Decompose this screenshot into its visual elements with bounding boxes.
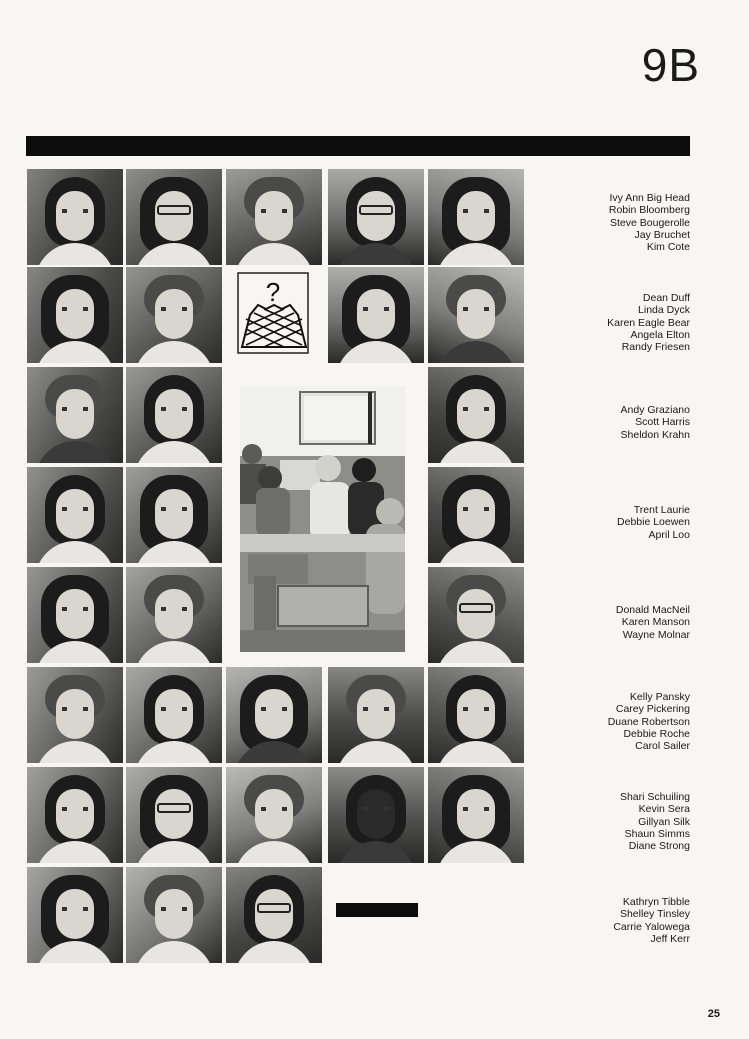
student-name: Debbie Loewen — [617, 516, 690, 529]
student-name: Robin Bloomberg — [608, 204, 690, 217]
student-name: Ivy Ann Big Head — [609, 192, 690, 204]
student-portrait — [428, 467, 524, 563]
missing-photo-placeholder — [226, 267, 322, 363]
portrait-face — [155, 389, 193, 439]
page-number: 25 — [707, 1008, 720, 1020]
portrait-shoulders — [134, 941, 214, 963]
student-name: Shari Schuiling — [619, 791, 690, 803]
portrait-face — [457, 191, 495, 241]
student-name: Sheldon Krahn — [620, 428, 690, 441]
portrait-eyes — [62, 807, 88, 811]
portrait-eyes — [363, 807, 389, 811]
portrait-face — [56, 589, 94, 639]
portrait-face — [155, 689, 193, 739]
student-name: Andy Graziano — [620, 404, 690, 416]
student-portrait — [27, 767, 123, 863]
student-portrait — [226, 667, 322, 763]
portrait-face — [155, 489, 193, 539]
student-portrait — [27, 169, 123, 265]
student-portrait — [126, 767, 222, 863]
header-rule — [26, 136, 690, 156]
portrait-face — [457, 289, 495, 339]
student-name: Karen Eagle Bear — [607, 316, 690, 329]
placeholder-question-mark: ? — [265, 277, 281, 307]
portrait-eyes — [463, 507, 489, 511]
student-portrait — [428, 169, 524, 265]
portrait-shoulders — [436, 641, 516, 663]
portrait-shoulders — [436, 441, 516, 463]
student-name: Carol Sailer — [635, 740, 690, 753]
portrait-shoulders — [336, 841, 416, 863]
student-portrait — [428, 367, 524, 463]
student-portrait — [126, 667, 222, 763]
glasses-icon — [257, 903, 291, 913]
portrait-eyes — [463, 707, 489, 711]
portrait-shoulders — [336, 741, 416, 763]
portrait-face — [56, 289, 94, 339]
missing-photo-shirt-icon — [226, 267, 322, 363]
student-portrait — [328, 267, 424, 363]
portrait-face — [155, 889, 193, 939]
portrait-face — [457, 389, 495, 439]
student-name: Duane Robertson — [607, 715, 690, 728]
student-portrait — [226, 767, 322, 863]
portrait-eyes — [62, 507, 88, 511]
portrait-shoulders — [134, 341, 214, 363]
student-portrait — [328, 667, 424, 763]
portrait-face — [155, 289, 193, 339]
student-portrait — [226, 169, 322, 265]
student-portrait — [126, 567, 222, 663]
student-portrait — [126, 467, 222, 563]
portrait-face — [457, 689, 495, 739]
student-name: Angela Elton — [630, 328, 690, 341]
portrait-eyes — [62, 707, 88, 711]
portrait-shoulders — [134, 441, 214, 463]
portrait-eyes — [463, 209, 489, 213]
student-name: Randy Friesen — [621, 341, 690, 354]
student-name: Kim Cote — [646, 241, 690, 254]
portrait-eyes — [363, 307, 389, 311]
name-group — [560, 192, 690, 253]
portrait-eyes — [161, 507, 187, 511]
portrait-shoulders — [134, 641, 214, 663]
name-group — [560, 896, 690, 945]
student-name: Diane Strong — [628, 840, 690, 853]
portrait-shoulders — [134, 741, 214, 763]
portrait-eyes — [62, 907, 88, 911]
classroom-candid-photo — [240, 386, 405, 652]
portrait-face — [357, 191, 395, 241]
portrait-eyes — [261, 209, 287, 213]
name-group — [560, 604, 690, 641]
portrait-eyes — [161, 407, 187, 411]
student-name: Karen Manson — [621, 616, 690, 629]
portrait-face — [155, 589, 193, 639]
portrait-shoulders — [336, 243, 416, 265]
student-name: Shelley Tinsley — [619, 908, 690, 921]
portrait-eyes — [161, 307, 187, 311]
portrait-face — [357, 689, 395, 739]
name-group — [560, 292, 690, 353]
portrait-eyes — [261, 807, 287, 811]
portrait-eyes — [363, 707, 389, 711]
student-portrait — [126, 367, 222, 463]
portrait-eyes — [161, 707, 187, 711]
portrait-face — [56, 889, 94, 939]
student-portrait — [27, 667, 123, 763]
portrait-face — [457, 489, 495, 539]
portrait-shoulders — [234, 941, 314, 963]
portrait-face — [357, 289, 395, 339]
student-portrait — [27, 867, 123, 963]
student-name: Linda Dyck — [638, 304, 690, 317]
portrait-eyes — [161, 607, 187, 611]
portrait-shoulders — [436, 341, 516, 363]
student-name: Scott Harris — [635, 416, 690, 429]
portrait-eyes — [62, 407, 88, 411]
student-portrait — [428, 667, 524, 763]
portrait-face — [255, 689, 293, 739]
section-title: 9B — [641, 39, 700, 91]
portrait-face — [457, 589, 495, 639]
student-portrait — [27, 467, 123, 563]
student-name: April Loo — [648, 528, 690, 541]
portrait-eyes — [463, 307, 489, 311]
name-group — [560, 691, 690, 752]
portrait-eyes — [62, 307, 88, 311]
name-group — [560, 504, 690, 541]
name-group — [560, 404, 690, 441]
student-portrait — [126, 267, 222, 363]
portrait-face — [155, 191, 193, 241]
portrait-eyes — [261, 707, 287, 711]
student-name: Dean Duff — [642, 292, 690, 304]
student-name: Gillyan Silk — [638, 815, 690, 828]
student-portrait — [27, 367, 123, 463]
student-name: Kathryn Tibble — [622, 896, 690, 908]
student-portrait — [328, 767, 424, 863]
portrait-eyes — [161, 907, 187, 911]
portrait-face — [56, 191, 94, 241]
student-portrait — [428, 267, 524, 363]
portrait-shoulders — [35, 541, 115, 563]
portrait-face — [56, 689, 94, 739]
student-portrait — [27, 567, 123, 663]
student-portrait — [428, 767, 524, 863]
student-portrait — [226, 867, 322, 963]
student-name: Trent Laurie — [633, 504, 690, 516]
classroom-scene — [240, 386, 405, 652]
student-name: Jeff Kerr — [650, 932, 690, 945]
student-portrait — [126, 867, 222, 963]
student-name: Jay Bruchet — [634, 228, 690, 241]
student-name: Steve Bougerolle — [610, 216, 690, 229]
portrait-face — [255, 889, 293, 939]
portrait-shoulders — [35, 441, 115, 463]
student-name: Carey Pickering — [615, 703, 690, 716]
student-portrait — [126, 169, 222, 265]
student-name: Debbie Roche — [623, 727, 690, 740]
portrait-eyes — [463, 407, 489, 411]
portrait-face — [56, 489, 94, 539]
glasses-icon — [157, 803, 191, 813]
portrait-face — [255, 191, 293, 241]
portrait-shoulders — [35, 741, 115, 763]
portrait-shoulders — [436, 741, 516, 763]
student-name: Carrie Yalowega — [613, 920, 690, 933]
student-name: Wayne Molnar — [622, 628, 690, 641]
portrait-eyes — [62, 607, 88, 611]
redaction-bar — [336, 903, 418, 917]
portrait-face — [457, 789, 495, 839]
student-name: Kevin Sera — [638, 803, 690, 816]
portrait-face — [357, 789, 395, 839]
student-name: Shaun Simms — [624, 827, 690, 840]
portrait-shoulders — [35, 243, 115, 265]
portrait-face — [56, 789, 94, 839]
name-group — [560, 791, 690, 852]
portrait-eyes — [62, 209, 88, 213]
student-portrait — [428, 567, 524, 663]
glasses-icon — [157, 205, 191, 215]
portrait-face — [255, 789, 293, 839]
glasses-icon — [459, 603, 493, 613]
portrait-face — [155, 789, 193, 839]
portrait-shoulders — [234, 243, 314, 265]
student-portrait — [328, 169, 424, 265]
student-name: Kelly Pansky — [629, 691, 690, 703]
student-portrait — [27, 267, 123, 363]
portrait-face — [56, 389, 94, 439]
portrait-shoulders — [234, 841, 314, 863]
portrait-eyes — [463, 807, 489, 811]
glasses-icon — [359, 205, 393, 215]
portrait-shoulders — [35, 841, 115, 863]
student-name: Donald MacNeil — [615, 604, 690, 616]
